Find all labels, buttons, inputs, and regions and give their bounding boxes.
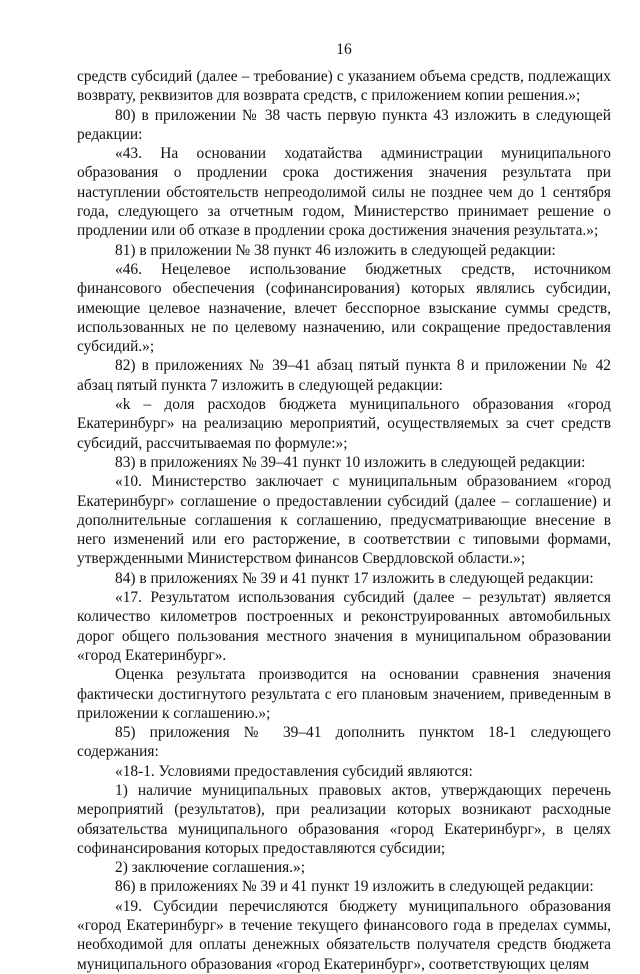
page-number: 16 xyxy=(336,41,352,58)
paragraph: «k – доля расходов бюджета муниципального образования «город Екатеринбург» на реализацию мероприятий, осуществляемых за счет средств субсидий, рассчитываемая по формуле:»; xyxy=(77,396,611,452)
paragraph: «18-1. Условиями предоставления субсидий являются: xyxy=(115,762,473,780)
paragraph: 86) в приложениях № 39 и 41 пункт 19 изложить в следующей редакции: xyxy=(115,878,594,896)
paragraph: 2) заключение соглашения.»; xyxy=(115,859,305,877)
paragraph: «43. На основании ходатайства администрации муниципального образования о продлении срока достижения значения результата при наступлении обстоятельств непреодолимой силы не позднее чем до 1 сентября года, следующего за отчетным годом, Министерство принимает решение о продлении или об отказе в продлении срока достижения значения результата.»; xyxy=(77,145,611,240)
paragraph: «19. Субсидии перечисляются бюджету муниципального образования «город Екатеринбург» в течение текущего финансового года в пределах суммы, необходимой для оплаты денежных обязательств получателя средств бюджета муниципального образования «город Екатеринбург», соответствующих целям xyxy=(77,897,611,973)
paragraph: 84) в приложениях № 39 и 41 пункт 17 изложить в следующей редакции: xyxy=(115,569,594,587)
paragraph: средств субсидий (далее – требование) с указанием объема средств, подлежащих возврату, реквизитов для возврата средств, с приложением копии решения.»; xyxy=(77,68,611,105)
paragraph: «46. Нецелевое использование бюджетных средств, источником финансового обеспечения (софинансирования) которых являлись субсидии, имеющие целевое назначение, влечет бесспорное взыскание суммы средств, использованных не по целевому назначению, или сокращение предоставления субсидий.»; xyxy=(77,260,611,356)
paragraph: 80) в приложении № 38 часть первую пункта 43 изложить в следующей редакции: xyxy=(77,106,611,143)
paragraph: «10. Министерство заключает с муниципальным образованием «город Екатеринбург» соглашение о предоставлении субсидий (далее – соглашение) и дополнительные соглашения к соглашению, предусматривающие внесение в него изменений или его расторжение, в соответствии с типовыми формами, утвержденными Министерством финансов Свердловской области.»; xyxy=(77,473,611,568)
paragraph: 81) в приложении № 38 пункт 46 изложить в следующей редакции: xyxy=(115,241,556,259)
paragraph: Оценка результата производится на основании сравнения значения фактически достигнутого результата с его плановым значением, приведенным в приложении к соглашению.»; xyxy=(77,666,611,722)
document-body xyxy=(77,67,611,974)
paragraph: 82) в приложениях № 39–41 абзац пятый пункта 8 и приложении № 42 абзац пятый пункта 7 изложить в следующей редакции: xyxy=(77,357,611,394)
paragraph: 83) в приложениях № 39–41 пункт 10 изложить в следующей редакции: xyxy=(115,453,586,471)
paragraph: 1) наличие муниципальных правовых актов, утверждающих перечень мероприятий (результатов), при реализации которых возникают расходные обязательства муниципального образования «город Екатеринбург», в целях софинансирования которых предоставляются субсидии; xyxy=(77,781,611,857)
paragraph: 85) приложения № 39–41 дополнить пунктом 18-1 следующего содержания: xyxy=(77,724,611,761)
paragraph: «17. Результатом использования субсидий (далее – результат) является количество километров построенных и реконструированных автомобильных дорог общего пользования местного значения в муниципальном образовании «город Екатеринбург». xyxy=(77,589,611,664)
